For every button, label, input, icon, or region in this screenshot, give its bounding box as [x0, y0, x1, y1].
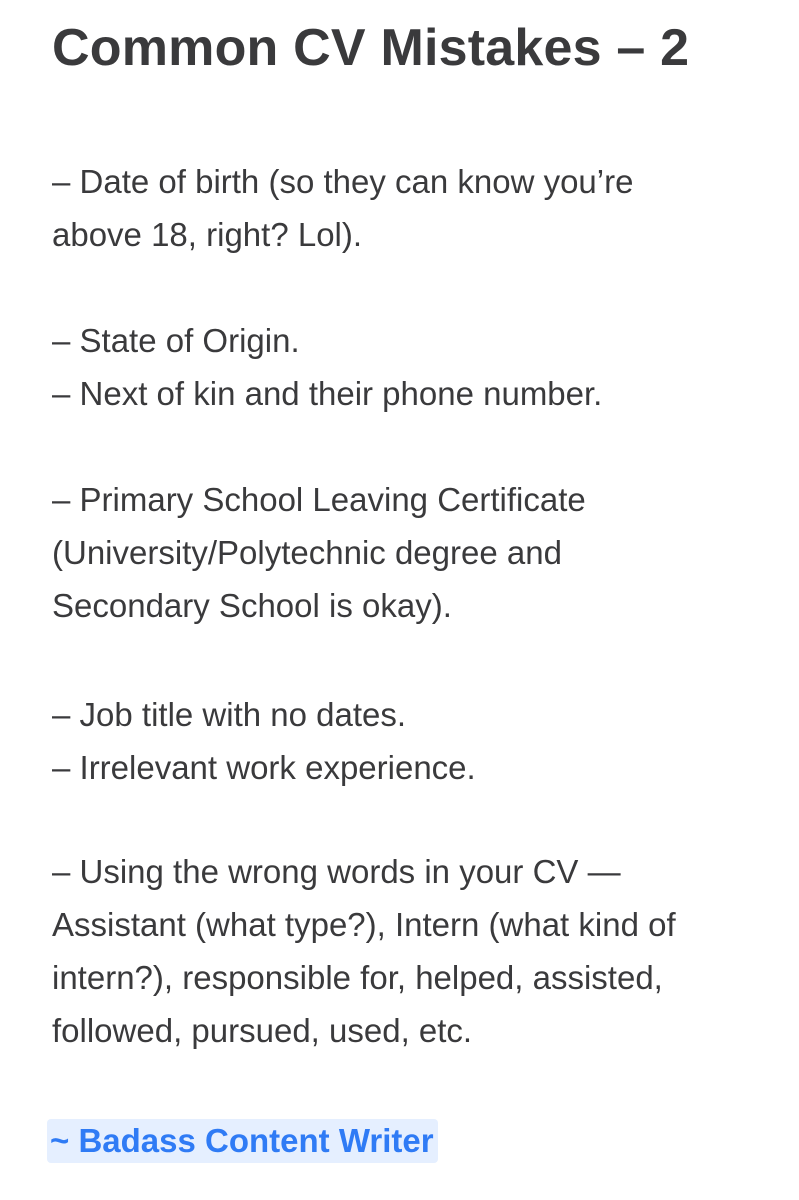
- text-line: – State of Origin.: [52, 322, 300, 359]
- page-title: Common CV Mistakes – 2: [52, 19, 690, 77]
- text-line: – Primary School Leaving Certificate: [52, 481, 586, 518]
- text-line: – Using the wrong words in your CV —: [52, 853, 621, 890]
- text-line: Secondary School is okay).: [52, 587, 452, 624]
- text-line: – Date of birth (so they can know you’re: [52, 163, 634, 200]
- text-line: – Next of kin and their phone number.: [52, 375, 603, 412]
- text-line: intern?), responsible for, helped, assisted,: [52, 959, 663, 996]
- text-line: above 18, right? Lol).: [52, 216, 363, 253]
- text-line: (University/Polytechnic degree and: [52, 534, 562, 571]
- text-line: followed, pursued, used, etc.: [52, 1012, 473, 1049]
- author-signature-link[interactable]: ~ Badass Content Writer: [47, 1119, 438, 1163]
- text-line: – Job title with no dates.: [52, 696, 407, 733]
- text-line: – Irrelevant work experience.: [52, 749, 476, 786]
- text-line: Assistant (what type?), Intern (what kind of: [52, 906, 676, 943]
